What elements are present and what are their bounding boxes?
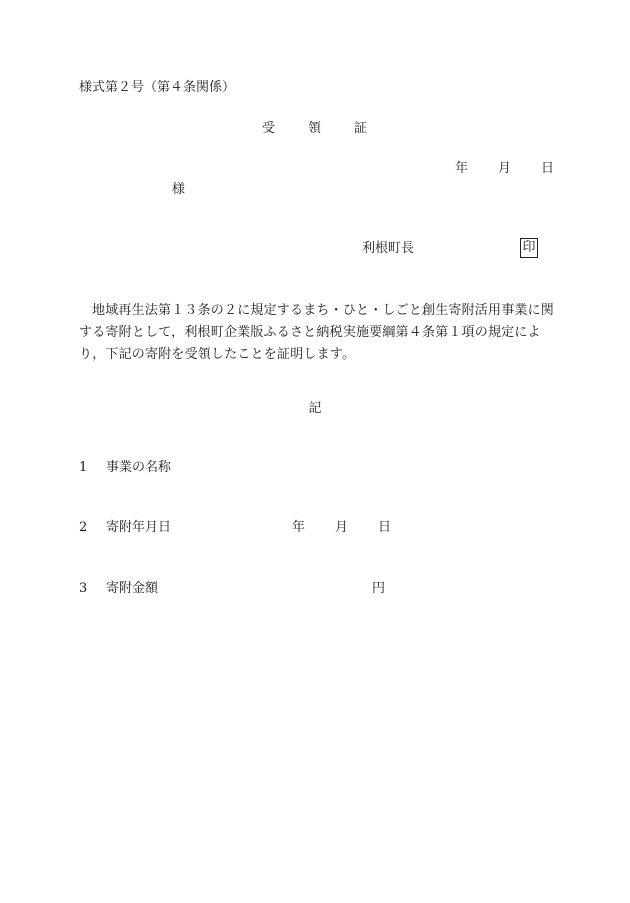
item-number: 3 [79, 581, 88, 596]
document-title [0, 120, 630, 138]
title-char-2: 領 [307, 121, 322, 136]
title-char-1: 受 [261, 121, 276, 136]
item-number: 1 [79, 460, 88, 475]
item-number: 2 [79, 520, 88, 535]
issue-date-month: 月 [498, 161, 512, 176]
title-char-3: 証 [354, 121, 369, 136]
item-label: 事業の名称 [106, 460, 172, 475]
donation-date-day: 日 [378, 520, 392, 535]
ki-label: 記 [308, 401, 322, 416]
seal-box: 印 [520, 238, 538, 258]
issue-date [455, 160, 554, 178]
issuer-name: 利根町長 [362, 241, 415, 256]
certificate-body: 地域再生法第１３条の２に規定するまち・ひと・しごと創生寄附活用事業に関する寄附として，利根町企業版ふるさと納税実施要綱第４条第１項の規定により，下記の寄附を受領したことを証明します。 [79, 303, 555, 362]
addressee-suffix: 様 [172, 182, 186, 197]
item-label: 寄附金額 [106, 581, 159, 596]
donation-date-fields [292, 519, 391, 537]
item-donation-amount [79, 580, 158, 598]
form-number: 様式第２号（第４条関係） [79, 80, 236, 95]
donation-date-year: 年 [292, 520, 306, 535]
yen-unit: 円 [372, 581, 386, 596]
donation-date-month: 月 [335, 520, 349, 535]
item-project-name [79, 459, 171, 477]
issue-date-year: 年 [455, 161, 469, 176]
item-label: 寄附年月日 [106, 520, 172, 535]
issue-date-day: 日 [541, 161, 555, 176]
item-donation-date [79, 519, 171, 537]
